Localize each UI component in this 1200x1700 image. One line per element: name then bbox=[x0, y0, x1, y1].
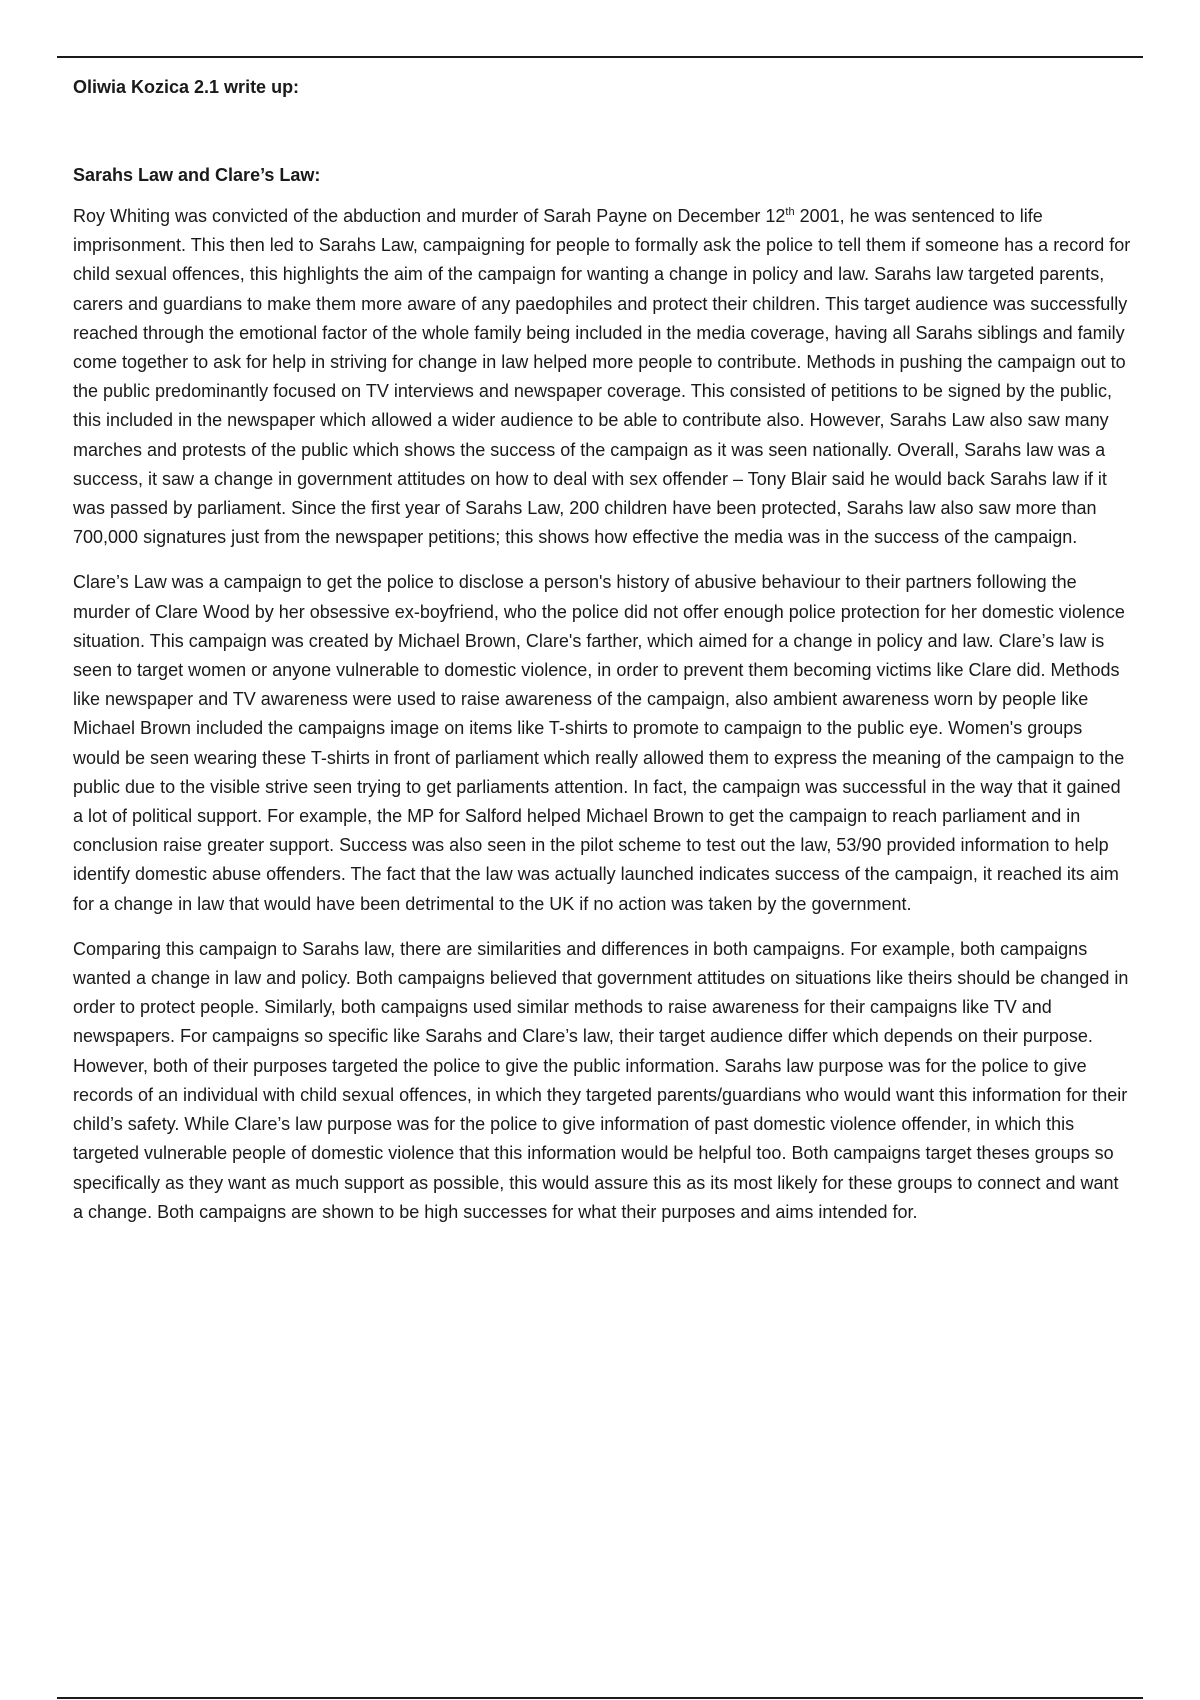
paragraph-text: 2001, he was sentenced to life imprisonment. This then led to Sarahs Law, campaigning for people to formally ask the police to tell them if someone has a record for child sexual offences, this highlights the aim of the campaign for wanting a change in policy and law. Sarahs law targeted parents, carers and guardians to make them more aware of any paedophiles and protect their children. This target audience was successfully reached through the emotional factor of the whole family being included in the media coverage, having all Sarahs siblings and family come together to ask for help in striving for change in law helped more people to contribute. Methods in pushing the campaign out to the public predominantly focused on TV interviews and newspaper coverage. This consisted of petitions to be signed by the public, this included in the newspaper which allowed a wider audience to be able to contribute also. However, Sarahs Law also saw many marches and protests of the public which shows the success of the campaign as it was seen nationally. Overall, Sarahs law was a success, it saw a change in government attitudes on how to deal with sex offender – Tony Blair said he would back Sarahs law if it was passed by parliament. Since the first year of Sarahs Law, 200 children have been protected, Sarahs law also saw more than 700,000 signatures just from the newspaper petitions; this shows how effective the media was in the success of the campaign. bbox=[73, 206, 1131, 548]
header-rule bbox=[57, 56, 1143, 58]
paragraph-text: Roy Whiting was convicted of the abduction and murder of Sarah Payne on December 12 bbox=[73, 206, 786, 226]
document-title: Oliwia Kozica 2.1 write up: bbox=[73, 77, 300, 97]
footer-rule bbox=[57, 1697, 1143, 1699]
paragraph-comparison: Comparing this campaign to Sarahs law, there are similarities and differences in both campaigns. For example, both campaigns wanted a change in law and policy. Both campaigns believed that government attitudes on situations like theirs should be changed in order to protect people. Similarly, both campaigns used similar methods to raise awareness for their campaigns like TV and newspapers. For campaigns so specific like Sarahs and Clare’s law, their target audience differ which depends on their purpose. However, both of their purposes targeted the police to give the public information. Sarahs law purpose was for the police to give records of an individual with child sexual offences, in which they targeted parents/guardians who would want this information for their child’s safety. While Clare’s law purpose was for the police to give information of past domestic violence offender, in which this targeted vulnerable people of domestic violence that this information would be helpful too. Both campaigns target theses groups so specifically as they want as much support as possible, this would assure this as its most likely for these groups to connect and want a change. Both campaigns are shown to be high successes for what their purposes and aims intended for. bbox=[73, 938, 1129, 1222]
ordinal-suffix: th bbox=[785, 206, 795, 218]
paragraph-clares-law: Clare’s Law was a campaign to get the police to disclose a person's history of abusive behaviour to their partners following the murder of Clare Wood by her obsessive ex-boyfriend, who the police did not offer enough police protection for her domestic violence situation. This campaign was created by Michael Brown, Clare's farther, which aimed for a change in policy and law. Clare’s law is seen to target women or anyone vulnerable to domestic violence, in order to prevent them becoming victims like Clare did. Methods like newspaper and TV awareness were used to raise awareness of the campaign, also ambient awareness worn by people like Michael Brown included the campaigns image on items like T-shirts to promote to campaign to the public eye. Women's groups would be seen wearing these T-shirts in front of parliament which really allowed them to express the meaning of the campaign to the public due to the visible strive seen trying to get parliaments attention. In fact, the campaign was successful in the way that it gained a lot of political support. For example, the MP for Salford helped Michael Brown to get the campaign to reach parliament and in conclusion raise greater support. Success was also seen in the pilot scheme to test out the law, 53/90 provided information to help identify domestic abuse offenders. The fact that the law was actually launched indicates success of the campaign, it reached its aim for a change in law that would have been detrimental to the UK if no action was taken by the government. bbox=[73, 572, 1125, 914]
document-body bbox=[73, 74, 1133, 1243]
section-title: Sarahs Law and Clare’s Law: bbox=[73, 165, 321, 185]
paragraph-sarahs-law bbox=[73, 202, 1133, 552]
